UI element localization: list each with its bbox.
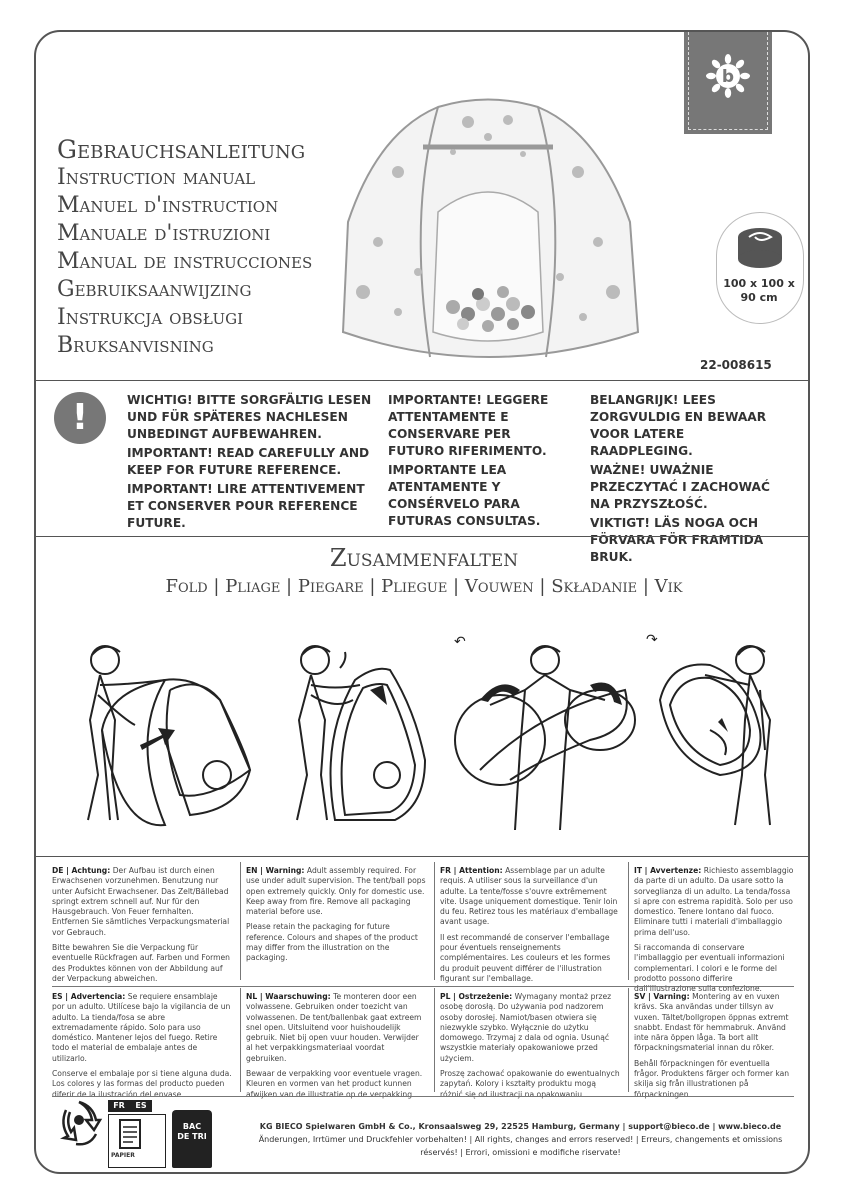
disclaimer: Änderungen, Irrtümer und Druckfehler vorbehalten! | All rights, changes and errors reserved! | Erreurs, changements et omissions réservés! | Errori, omissioni e modifiche riservate!: [258, 1135, 783, 1157]
notice-en-text-1: Adult assembly required. For use under adult supervision. The tent/ball pops open extremely quickly. Only for domestic use. Keep away from fire. Remove all packaging material before use.: [246, 866, 426, 917]
notice-es-label: ES | Advertencia:: [52, 992, 126, 1001]
warning-col-2: [388, 392, 568, 532]
separator: [628, 988, 629, 1092]
notice-en-text-2: Please retain the packaging for future reference. Colours and shapes of the product may differ from the illustration on the packaging.: [246, 922, 418, 963]
notice-sv-text-2: Behåll förpackningen för eventuella frågor. Produktens färger och former kan skilja sig från illustrationen på förpackningen.: [634, 1058, 790, 1099]
warning-es: IMPORTANTE LEA ATENTAMENTE Y CONSÉRVELO PARA FUTURAS CONSULTAS.: [388, 463, 541, 528]
notice-fr-label: FR | Attention:: [440, 866, 503, 875]
logo-letter: b: [721, 67, 735, 87]
size-label: 100 x 100 x 90 cm: [723, 277, 795, 304]
notice-it-label: IT | Avvertenze:: [634, 866, 702, 875]
manual-titles: [57, 136, 312, 360]
notice-nl: [246, 992, 426, 1105]
divider: [52, 986, 794, 987]
notice-it-text-2: Si raccomanda di conservare l'imballaggio per eventuali informazioni complementari. I colori e le forme del prodotto possono differire dall'illustrazione sulla confezione.: [634, 943, 785, 994]
divider: [52, 1096, 794, 1097]
warning-fr: IMPORTANT! LIRE ATTENTIVEMENT ET CONSERVER POUR REFERENCE FUTURE.: [127, 482, 365, 530]
bieco-logo-icon: [706, 54, 750, 98]
notice-nl-label: NL | Waarschuwing:: [246, 992, 331, 1001]
brand-tab: [684, 32, 772, 134]
notice-de-text-2: Bitte bewahren Sie die Verpackung für eventuelle Rückfragen auf. Farben und Formen des Produktes können von der Abbildung auf der Verpackung abweichen.: [52, 943, 230, 983]
notice-en: [246, 866, 426, 969]
size-badge: [716, 212, 804, 324]
title-pl: Instrukcja obsługi: [57, 305, 244, 330]
title-sv: Bruksanvisning: [57, 333, 214, 358]
notice-pl-text-2: Proszę zachować opakowanie do ewentualnych zapytań. Kolory i kształty produktu mogą różnić się od ilustracji na opakowaniu.: [440, 1069, 620, 1099]
separator: [240, 988, 241, 1092]
notice-es-text-2: Conserve el embalaje por si tiene alguna duda. Los colores y las formas del producto pueden diferir de la ilustración del envase.: [52, 1069, 232, 1099]
warning-it: IMPORTANTE! LEGGERE ATTENTAMENTE E CONSERVARE PER FUTURO RIFERIMENTO.: [388, 393, 549, 458]
notice-de-text-1: Der Aufbau ist durch einen Erwachsenen vorzunehmen. Benutzung nur unter Aufsicht Erwachsener. Das Zelt/Bällebad springt extrem schnell auf. Nur für den Hausgebrauch. Von Feuer fernhalten. Entfernen Sie sämtliches Verpackungsmaterial vor Gebrauch.: [52, 866, 230, 937]
warning-nl: BELANGRIJK! LEES ZORGVULDIG EN BEWAAR VOOR LATERE RAADPLEGING.: [590, 393, 767, 458]
company-address: KG BIECO Spielwaren GmbH & Co., Kronsaalsweg 29, 22525 Hamburg, Germany | support@bieco.de | www.bieco.de: [259, 1122, 782, 1131]
fold-step-1-illustration: [70, 630, 260, 840]
title-nl: Gebruiksaanwijzing: [57, 277, 252, 302]
divider: [36, 536, 808, 537]
separator: [240, 862, 241, 980]
separator: [434, 988, 435, 1092]
warning-col-1: [127, 392, 372, 534]
sort-bin-icon: [172, 1110, 212, 1168]
svg-text:↶: ↶: [454, 634, 466, 650]
notice-de: [52, 866, 232, 989]
title-it: Manuale d'istruzioni: [57, 221, 271, 246]
warning-de: WICHTIG! BITTE SORGFÄLTIG LESEN UND FÜR SPÄTERES NACHLESEN UNBEDINGT AUFBEWAHREN.: [127, 393, 372, 441]
notice-sv: [634, 992, 794, 1105]
title-fr: Manuel d'instruction: [57, 193, 279, 218]
title-de: Gebrauchsanleitung: [57, 135, 306, 164]
notice-sv-label: SV | Varning:: [634, 992, 690, 1001]
warning-icon: !: [54, 392, 106, 444]
divider: [36, 380, 808, 381]
warning-pl: WAŻNE! UWAŻNIE PRZECZYTAĆ I ZACHOWAĆ NA PRZYSZŁOŚĆ.: [590, 463, 770, 511]
notice-nl-text-2: Bewaar de verpakking voor eventuele vragen. Kleuren en vormen van het product kunnen afwijken van de illustratie op de verpakking.: [246, 1069, 423, 1099]
notice-fr-text-1: Assemblage par un adulte requis. A utiliser sous la surveillance d'un adulte. La tente/fosse s'ouvre extrêmement vite. Usage uniquement domestique. Tenir loin du feu. Retirez tous les matériaux d'emballage avant usage.: [440, 866, 618, 927]
warning-col-3: [590, 392, 790, 568]
notice-it-text-1: Richiesto assemblaggio da parte di un adulto. Da usare sotto la sorveglianza di un adulto. La tenda/fossa si apre con estrema rapidità. Solo per uso domestico. Tenere lontano dal fuoco. Eliminare tutti i materiali d'imballaggio prima dell'uso.: [634, 866, 794, 937]
paper-label: PAPIER: [111, 1152, 135, 1159]
bin-label: BAC DE TRI: [177, 1122, 207, 1141]
tent-size-icon: [735, 225, 785, 271]
separator: [434, 862, 435, 980]
notice-it: [634, 866, 794, 1000]
svg-text:↷: ↷: [646, 632, 658, 648]
notice-sv-text-1: Montering av en vuxen krävs. Ska användas under tillsyn av vuxen. Tältet/bollgropen öppnas extremt snabbt. Endast för hemmabruk. Använd inte nära öppen låga. Ta bort allt förpackningsmaterial innan du röker.: [634, 992, 789, 1053]
fold-title: Zusammenfalten: [329, 544, 519, 572]
fr-tag: FR: [108, 1100, 130, 1112]
notice-fr-text-2: Il est recommandé de conserver l'emballage pour éventuels renseignements complémentaires. Les couleurs et les formes du produit peuvent différer de l'illustration figurant sur l'emballage.: [440, 932, 611, 983]
title-es: Manual de instrucciones: [57, 249, 313, 274]
notice-pl-label: PL | Ostrzeżenie:: [440, 992, 513, 1001]
notice-pl: [440, 992, 620, 1105]
fold-step-4-illustration: [650, 630, 795, 840]
fold-subtitle: Fold | Pliage | Piegare | Pliegue | Vouwen | Składanie | Vik: [165, 576, 683, 597]
warning-sv: VIKTIGT! LÄS NOGA OCH FÖRVARA FÖR FRAMTIDA BRUK.: [590, 516, 764, 564]
article-number: 22-008615: [700, 358, 772, 372]
fold-step-3-illustration: [450, 630, 658, 840]
recycle-triman-icon: [56, 1098, 102, 1148]
es-tag: ES: [130, 1100, 152, 1112]
notice-en-label: EN | Warning:: [246, 866, 305, 875]
paper-sort-box: [108, 1114, 166, 1168]
fold-step-2-illustration: [275, 630, 435, 840]
notice-de-label: DE | Achtung:: [52, 866, 111, 875]
tent-product-image: [338, 92, 638, 367]
footer: [248, 1120, 793, 1159]
notice-es: [52, 992, 232, 1105]
notice-es-text-1: Se requiere ensamblaje por un adulto. Utilícese bajo la vigilancia de un adulto. La tienda/fosa se abre extremadamente rápido. Solo para uso doméstico. Mantener lejos del fuego. Retire todo el material de embalaje antes de utilizarlo.: [52, 992, 231, 1063]
title-en: Instruction manual: [57, 165, 256, 190]
warning-en: IMPORTANT! READ CAREFULLY AND KEEP FOR FUTURE REFERENCE.: [127, 446, 370, 477]
notice-fr: [440, 866, 620, 989]
separator: [628, 862, 629, 980]
notice-nl-text-1: Te monteren door een volwassene. Gebruiken onder toezicht van volwassenen. De tent/ballenbak gaat extreem snel open. Uitsluitend voor huishoudelijk gebruik. Niet bij open vuur houden. Verwijder al het verpakkingsmateriaal voordat gebruiken.: [246, 992, 422, 1063]
divider: [36, 856, 808, 857]
paper-icon: [119, 1119, 141, 1149]
notice-pl-text-1: Wymagany montaż przez osobę dorosłą. Do używania pod nadzorem osoby dorosłej. Namiot/basen otwiera się niezwykle szybko. Wyłącznie do użytku domowego. Trzymaj z dala od ognia. Usunąć wszystkie materiały opakowaniowe przed użyciem.: [440, 992, 612, 1063]
